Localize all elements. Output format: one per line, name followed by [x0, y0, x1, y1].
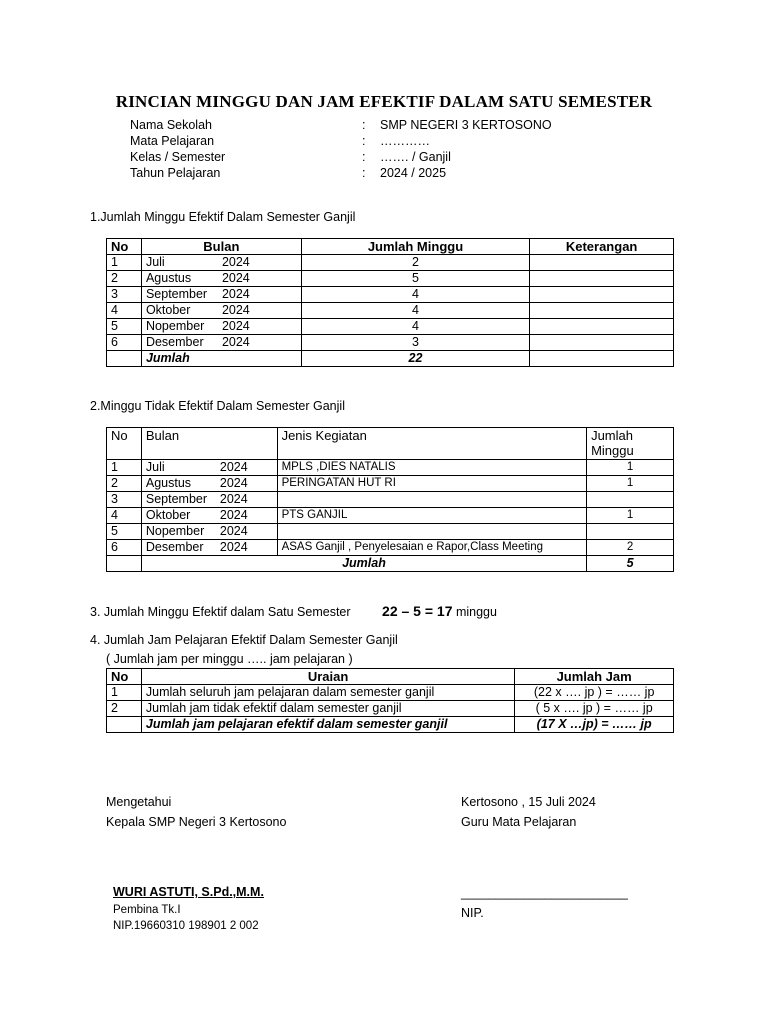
table-header-row [107, 428, 674, 460]
non-effective-weeks-table [106, 427, 674, 572]
table-row [107, 540, 674, 556]
cell-weeks: 3 [301, 335, 529, 351]
header-month: Bulan [141, 239, 301, 255]
month-name: Agustus [145, 271, 192, 285]
table-row [107, 335, 674, 351]
header-description: Uraian [141, 669, 514, 685]
cell-no [107, 351, 142, 367]
cell-no: 2 [107, 476, 142, 492]
section2-heading: 2.Minggu Tidak Efektif Dalam Semester Ganjil [90, 399, 345, 413]
table-row [107, 271, 674, 287]
principal-rank: Pembina Tk.I [113, 904, 181, 916]
total-label: Jumlah [141, 556, 586, 572]
cell-no: 4 [107, 508, 142, 524]
effective-weeks-summary [90, 603, 497, 619]
cell-month [141, 492, 277, 508]
info-block [130, 117, 650, 181]
month-year: 2024 [221, 335, 250, 349]
cell-no: 2 [107, 271, 142, 287]
month-name: Agustus [145, 476, 192, 490]
month-year: 2024 [219, 476, 248, 490]
cell-weeks: 4 [301, 287, 529, 303]
total-value: 5 [587, 556, 674, 572]
month-year: 2024 [219, 508, 248, 522]
table-row [107, 685, 674, 701]
info-label: Nama Sekolah [130, 118, 212, 132]
cell-no: 6 [107, 335, 142, 351]
cell-weeks: 2 [587, 540, 674, 556]
cell-no: 1 [107, 255, 142, 271]
cell-weeks: 1 [587, 508, 674, 524]
info-colon: : [362, 134, 366, 148]
table-row [107, 508, 674, 524]
cell-weeks [587, 524, 674, 540]
cell-no: 2 [107, 701, 142, 717]
cell-no: 3 [107, 287, 142, 303]
effective-weeks-table [106, 238, 674, 367]
table-row [107, 460, 674, 476]
header-activity: Jenis Kegiatan [277, 428, 587, 460]
month-year: 2024 [221, 319, 250, 333]
section4-heading: 4. Jumlah Jam Pelajaran Efektif Dalam Semester Ganjil [90, 633, 398, 647]
month-year: 2024 [219, 540, 248, 554]
cell-activity: ASAS Ganjil , Penyelesaian e Rapor,Class Meeting [277, 540, 587, 556]
info-row [130, 117, 650, 133]
signature-right-line2: Guru Mata Pelajaran [461, 815, 577, 829]
cell-activity: MPLS ,DIES NATALIS [277, 460, 587, 476]
signature-left [106, 792, 286, 832]
header-no: No [107, 239, 142, 255]
signature-right [461, 792, 596, 832]
month-year: 2024 [219, 492, 248, 506]
total-description: Jumlah jam pelajaran efektif dalam semester ganjil [141, 717, 514, 733]
teacher-nip: NIP. [461, 906, 484, 920]
cell-description: Jumlah jam tidak efektif dalam semester ganjil [141, 701, 514, 717]
summary-unit: minggu [455, 605, 497, 619]
info-row [130, 149, 650, 165]
principal-nip: NIP.19660310 198901 2 002 [113, 920, 259, 932]
section1-heading: 1.Jumlah Minggu Efektif Dalam Semester Ganjil [90, 210, 356, 224]
month-year: 2024 [221, 287, 250, 301]
table-row [107, 701, 674, 717]
header-weeks: Jumlah Minggu [301, 239, 529, 255]
total-value: 22 [301, 351, 529, 367]
section4-subheading: ( Jumlah jam per minggu ….. jam pelajaran ) [106, 652, 353, 666]
cell-hours: (22 x …. jp ) = …… jp [515, 685, 674, 701]
info-value: SMP NEGERI 3 KERTOSONO [380, 118, 552, 132]
info-row [130, 165, 650, 181]
table-row [107, 492, 674, 508]
month-year: 2024 [221, 271, 250, 285]
cell-activity [277, 492, 587, 508]
cell-notes [530, 271, 674, 287]
cell-month [141, 255, 301, 271]
cell-notes [530, 335, 674, 351]
month-year: 2024 [221, 255, 250, 269]
cell-month [141, 271, 301, 287]
month-name: Nopember [145, 524, 205, 538]
teacher-name-blank: ________________________ [461, 886, 628, 900]
month-name: Oktober [145, 508, 191, 522]
total-hours: (17 X …jp) = …… jp [515, 717, 674, 733]
cell-no: 5 [107, 524, 142, 540]
document-title: RINCIAN MINGGU DAN JAM EFEKTIF DALAM SATU SEMESTER [115, 92, 653, 111]
table-total-row [107, 717, 674, 733]
table-row [107, 476, 674, 492]
cell-weeks: 1 [587, 460, 674, 476]
header-no: No [107, 669, 142, 685]
cell-no: 5 [107, 319, 142, 335]
table-header-row [107, 239, 674, 255]
info-colon: : [362, 166, 366, 180]
month-name: Desember [145, 335, 204, 349]
info-colon: : [362, 150, 366, 164]
cell-weeks: 4 [301, 319, 529, 335]
table-row [107, 303, 674, 319]
info-value: ……. / Ganjil [380, 150, 451, 164]
info-row [130, 133, 650, 149]
month-name: September [145, 287, 208, 301]
table-total-row [107, 556, 674, 572]
cell-no: 1 [107, 460, 142, 476]
cell-notes [530, 255, 674, 271]
table-total-row [107, 351, 674, 367]
table-row [107, 255, 674, 271]
cell-weeks [587, 492, 674, 508]
signature-right-identity [461, 883, 628, 923]
cell-no: 3 [107, 492, 142, 508]
info-label: Mata Pelajaran [130, 134, 215, 148]
cell-activity: PERINGATAN HUT RI [277, 476, 587, 492]
cell-weeks: 4 [301, 303, 529, 319]
month-name: September [145, 492, 208, 506]
month-name: Juli [145, 255, 165, 269]
cell-weeks: 1 [587, 476, 674, 492]
cell-notes [530, 303, 674, 319]
cell-weeks: 2 [301, 255, 529, 271]
cell-notes [530, 287, 674, 303]
cell-no: 1 [107, 685, 142, 701]
header-month: Bulan [141, 428, 277, 460]
signature-left-line2: Kepala SMP Negeri 3 Kertosono [106, 815, 287, 829]
cell-activity: PTS GANJIL [277, 508, 587, 524]
header-no: No [107, 428, 142, 460]
total-label: Jumlah [141, 351, 301, 367]
cell-no: 6 [107, 540, 142, 556]
month-year: 2024 [219, 524, 248, 538]
info-value: ………… [380, 134, 430, 148]
signature-left-identity [113, 882, 264, 934]
info-label: Kelas / Semester [130, 150, 226, 164]
month-name: Desember [145, 540, 204, 554]
cell-month [141, 287, 301, 303]
cell-month [141, 476, 277, 492]
info-colon: : [362, 118, 366, 132]
effective-hours-table [106, 668, 674, 733]
cell-no [107, 717, 142, 733]
month-year: 2024 [221, 303, 250, 317]
cell-weeks: 5 [301, 271, 529, 287]
cell-no [107, 556, 142, 572]
header-notes: Keterangan [530, 239, 674, 255]
summary-text: 3. Jumlah Minggu Efektif dalam Satu Semester [90, 605, 351, 619]
principal-name: WURI ASTUTI, S.Pd.,M.M. [113, 885, 264, 899]
header-weeks: Jumlah Minggu [587, 428, 674, 460]
table-row [107, 319, 674, 335]
cell-notes [530, 351, 674, 367]
info-value: 2024 / 2025 [380, 166, 447, 180]
cell-month [141, 508, 277, 524]
summary-expression: 22 – 5 = 17 [382, 603, 453, 619]
table-row [107, 524, 674, 540]
cell-month [141, 303, 301, 319]
info-label: Tahun Pelajaran [130, 166, 221, 180]
cell-hours: ( 5 x …. jp ) = …… jp [515, 701, 674, 717]
cell-description: Jumlah seluruh jam pelajaran dalam semester ganjil [141, 685, 514, 701]
month-name: Nopember [145, 319, 205, 333]
cell-month [141, 335, 301, 351]
cell-month [141, 319, 301, 335]
cell-month [141, 524, 277, 540]
cell-notes [530, 319, 674, 335]
signature-left-line1: Mengetahui [106, 795, 172, 809]
cell-month [141, 460, 277, 476]
cell-no: 4 [107, 303, 142, 319]
month-name: Juli [145, 460, 165, 474]
table-row [107, 287, 674, 303]
header-hours: Jumlah Jam [515, 669, 674, 685]
month-name: Oktober [145, 303, 191, 317]
signature-right-line1: Kertosono , 15 Juli 2024 [461, 795, 596, 809]
cell-month [141, 540, 277, 556]
month-year: 2024 [219, 460, 248, 474]
table-header-row [107, 669, 674, 685]
cell-activity [277, 524, 587, 540]
